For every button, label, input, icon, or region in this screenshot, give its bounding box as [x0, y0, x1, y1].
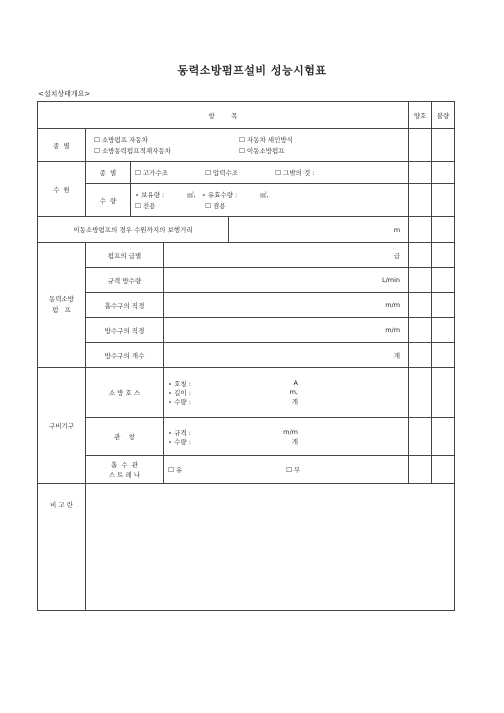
distance-label: 이동소방펌프의 경우 수원까지의 보행거리: [38, 217, 229, 243]
strainer-good-cell[interactable]: [409, 456, 432, 484]
water-label: 수 원: [38, 162, 86, 217]
distance-unit[interactable]: m: [229, 217, 409, 243]
page-title: 동력소방펌프설비 성능시험표: [177, 64, 327, 77]
strainer-label: [86, 456, 164, 484]
pump-row-unit[interactable]: m/m: [164, 318, 409, 343]
header-bad: 불량: [432, 102, 455, 129]
hose-field-unit[interactable]: A: [293, 379, 298, 387]
equip-label: 구비기구: [38, 368, 86, 484]
water-type-bad-cell[interactable]: [432, 162, 455, 184]
kind-option[interactable]: ☐ 이동소방펌프: [239, 147, 285, 155]
nozzle-field-label: ∘ 수량 :: [168, 437, 191, 446]
kind-option[interactable]: ☐ 소방동력펌프적재자동차: [94, 147, 171, 155]
pump-row-label: 흡수구의 직경: [86, 293, 164, 318]
pump-row-label: 펌프의 급별: [86, 243, 164, 268]
kind-option[interactable]: ☐ 소방펌프 자동차: [94, 136, 148, 144]
water-amount-label: 수 량: [86, 184, 131, 217]
strainer-yes-option[interactable]: ☐ 유: [168, 466, 183, 474]
water-type-option[interactable]: ☐ 고가수조: [135, 169, 169, 177]
pump-good-cell[interactable]: [409, 343, 432, 368]
remarks-label: 비 고 란: [38, 484, 86, 611]
kind-good-cell[interactable]: [409, 129, 432, 162]
kind-bad-cell[interactable]: [432, 129, 455, 162]
inspection-table: [37, 101, 455, 611]
nozzle-details: [164, 418, 409, 456]
hose-field-unit[interactable]: m,: [289, 388, 298, 396]
strainer-label-line2: 스 트 레 나: [108, 470, 141, 479]
nozzle-field-label: ∘ 규격 :: [168, 428, 191, 437]
water-amount: [131, 184, 409, 217]
water-type-label: 종 별: [86, 162, 131, 184]
nozzle-bad-cell[interactable]: [432, 418, 455, 456]
distance-good-cell[interactable]: [409, 217, 432, 243]
kind-option[interactable]: ☐ 자동차 세인방식: [239, 136, 293, 144]
water-dedicated-option[interactable]: ☐ 전용: [135, 202, 156, 210]
header-item: 항 목: [38, 102, 409, 129]
strainer-label-line1: 흡 수 관: [110, 460, 139, 469]
water-amount-line: ∘ 보유량 : ㎥, ∘ 유효수량 : ㎥,: [135, 191, 269, 199]
remarks-field[interactable]: [86, 484, 455, 611]
pump-bad-cell[interactable]: [432, 293, 455, 318]
pump-good-cell[interactable]: [409, 318, 432, 343]
nozzle-label: 관 창: [86, 418, 164, 456]
hose-bad-cell[interactable]: [432, 368, 455, 418]
nozzle-field-unit[interactable]: 개: [291, 437, 298, 446]
pump-row-unit[interactable]: m/m: [164, 293, 409, 318]
hose-details: [164, 368, 409, 418]
pump-bad-cell[interactable]: [432, 243, 455, 268]
water-amount-good-cell[interactable]: [409, 184, 432, 217]
header-good: 양호: [409, 102, 432, 129]
pump-row-unit[interactable]: L/min: [164, 268, 409, 293]
pump-row-unit[interactable]: 급: [164, 243, 409, 268]
pump-bad-cell[interactable]: [432, 318, 455, 343]
pump-good-cell[interactable]: [409, 268, 432, 293]
water-amount-bad-cell[interactable]: [432, 184, 455, 217]
water-type-options: [131, 162, 409, 184]
hose-field-label: ∘ 수량 :: [168, 398, 191, 406]
section-subtitle: <설치상태개요>: [38, 90, 91, 98]
hose-good-cell[interactable]: [409, 368, 432, 418]
water-type-good-cell[interactable]: [409, 162, 432, 184]
hose-label: 소 방 호 스: [86, 368, 164, 418]
strainer-options: [164, 456, 409, 484]
water-type-option[interactable]: ☐ 그밖의 것 :: [275, 169, 315, 177]
kind-label: 종 별: [38, 129, 86, 162]
water-shared-option[interactable]: ☐ 겸용: [205, 202, 226, 210]
hose-field-unit[interactable]: 개: [291, 398, 298, 406]
pump-bad-cell[interactable]: [432, 268, 455, 293]
nozzle-good-cell[interactable]: [409, 418, 432, 456]
pump-good-cell[interactable]: [409, 243, 432, 268]
kind-options: [86, 129, 409, 162]
pump-good-cell[interactable]: [409, 293, 432, 318]
nozzle-field-unit[interactable]: m/m: [283, 427, 298, 436]
pump-bad-cell[interactable]: [432, 343, 455, 368]
pump-row-label: 방수구의 개수: [86, 343, 164, 368]
hose-field-label: ∘ 길이 :: [168, 389, 191, 397]
strainer-no-option[interactable]: ☐ 무: [286, 466, 301, 474]
strainer-bad-cell[interactable]: [432, 456, 455, 484]
pump-row-label: 규격 방수량: [86, 268, 164, 293]
pump-label: 동력소방 펌 프: [38, 243, 86, 368]
pump-row-unit[interactable]: 개: [164, 343, 409, 368]
distance-bad-cell[interactable]: [432, 217, 455, 243]
pump-row-label: 방수구의 직경: [86, 318, 164, 343]
water-type-option[interactable]: ☐ 압력수조: [205, 169, 239, 177]
hose-field-label: ∘ 호칭 :: [168, 380, 191, 388]
